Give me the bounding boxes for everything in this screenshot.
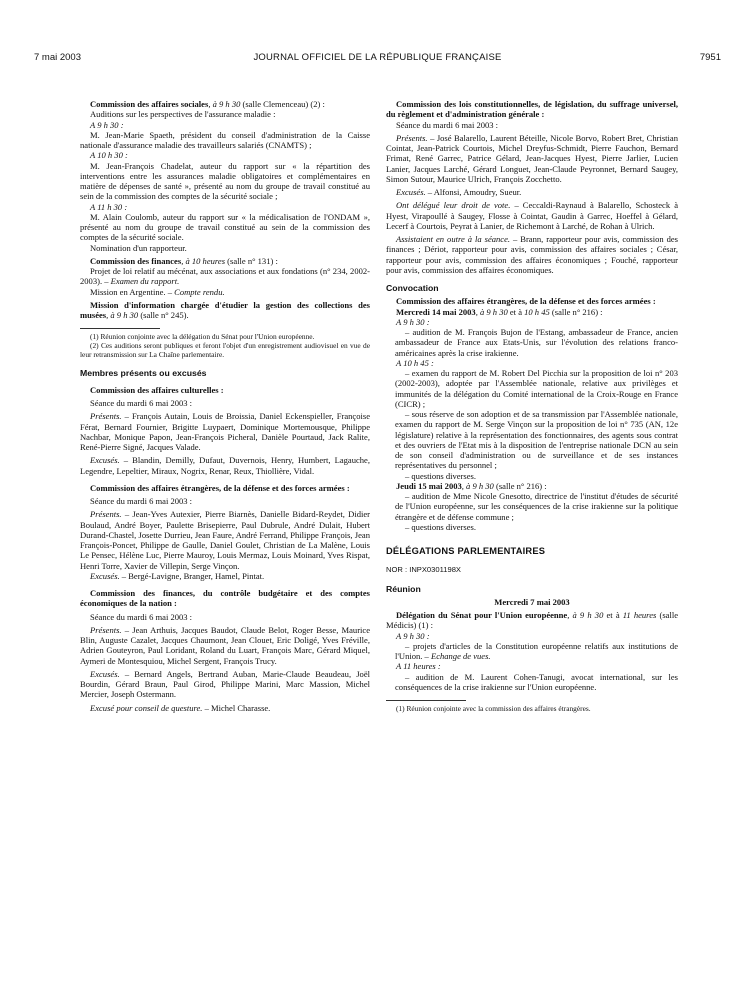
paragraph: M. Alain Coulomb, auteur du rapport sur « la médicalisation de l'ONDAM », présenté au nom du groupe de travail constitué au sein de la commission des comptes de la sécurité sociale.: [80, 211, 370, 243]
time-heading: A 10 h 45 :: [396, 357, 434, 368]
nor-reference: NOR : INPX0301198X: [386, 565, 461, 575]
agenda-item: – questions diverses.: [405, 521, 476, 532]
time-heading: A 11 heures :: [396, 661, 441, 672]
reunion-title: Réunion: [386, 583, 421, 594]
meeting-wednesday: Mercredi 14 mai 2003, à 9 h 30 et à 10 h 45 (salle n° 216) :: [396, 306, 603, 317]
present-list: Présents. – José Balarello, Laurent Béteille, Nicole Borvo, Robert Bret, Christian Cointat, Jean-Patrick Courtois, Michel Dreyfus-Schmidt, Pierre Fauchon, Bernard Frimat, René Garrec, Patrice Gélard, Jean-Jacques Hyest, Pierre Jarlier, Lucien Lanier, Jacques Larché, Gérard Longuet, Jean-Claude Peyronnet, Bernard Saugey, Simon Sutour, Maurice Ulrich, François Zocchetto.: [386, 132, 678, 184]
session-date: Séance du mardi 6 mai 2003 :: [90, 398, 193, 409]
commission-finances-budget: Commission des finances, du contrôle budgétaire et des comptes économiques de la nation :: [80, 588, 370, 609]
agenda-item: – examen du rapport de M. Robert Del Picchia sur la proposition de loi n° 203 (2002-2003), adoptée par l'Assemblée nationale, relative aux privilèges et immunités de la délégation du Comité international de la Croix-Rouge en France (CICR) ;: [395, 368, 678, 409]
paragraph: Mission en Argentine. – Compte rendu.: [90, 286, 225, 297]
present-list: Présents. – Jean-Yves Autexier, Pierre Biarnès, Danielle Bidard-Reydet, Didier Boulaud, André Boyer, Paulette Brisepierre, Paul Dubrule, André Dulait, Hubert Durand-Chastel, Josette Durrieu, Jean Faure, André Ferrand, Philippe François, Jean François-Poncet, Philippe de Gaulle, Daniel Goulet, Christian de La Malène, Louis Le Pensec, Hélène Luc, Pierre Mauroy, Louis Mermaz, Louis Moinard, Yves Rispat, Henri Torre, Xavier de Villepin, Serge Vinçon.: [80, 509, 370, 571]
delegations-title: DÉLÉGATIONS PARLEMENTAIRES: [386, 546, 546, 556]
agenda-item: – audition de M. François Bujon de l'Estang, ambassadeur de France, ancien ambassadeur de France aux Etats-Unis, sur l'évolution des relations franco-américaines après la crise irakienne.: [395, 327, 678, 358]
paragraph: Nomination d'un rapporteur.: [90, 242, 187, 253]
page-number: 7951: [699, 52, 721, 63]
time-heading: A 11 h 30 :: [90, 201, 128, 212]
session-date: Séance du mardi 6 mai 2003 :: [90, 611, 193, 622]
mission-information: Mission d'information chargée d'étudier la gestion des collections des musées, à 9 h 30 (salle n° 245).: [80, 299, 370, 320]
excused-list: Excusés. – Alfonsi, Amoudry, Sueur.: [396, 187, 522, 197]
header-title: JOURNAL OFFICIEL DE LA RÉPUBLIQUE FRANÇAISE: [253, 52, 502, 63]
commission-affaires-etrangeres-conv: Commission des affaires étrangères, de la défense et des forces armées :: [396, 296, 656, 307]
section-title: Membres présents ou excusés: [80, 367, 207, 378]
attendees: Assistaient en outre à la séance. – Brann, rapporteur pour avis, commission des finances ; Dériot, rapporteur pour avis, commission des affaires sociales ; César, rapporteur pour avis, commission des affaires économiques ; Fouché, rapporteur pour avis, commission des affaires économiques.: [386, 234, 678, 275]
reunion-date: Mercredi 7 mai 2003: [494, 596, 570, 607]
convocation-title: Convocation: [386, 283, 439, 293]
time-heading: A 9 h 30 :: [396, 316, 430, 327]
header-date: 7 mai 2003: [34, 52, 82, 63]
present-list: Présents. – Jean Arthuis, Jacques Baudot, Claude Belot, Roger Besse, Maurice Blin, Auguste Cazalet, Jacques Chaumont, Jean Clouet, Eric Doligé, Yves Fréville, Adrien Gouteyron, Paul Loridant, Roland du Luart, François Marc, Gérard Miquel, Aymeri de Montesquiou, Michel Sergent, François Trucy.: [80, 624, 370, 666]
footnote-rule: [80, 328, 160, 329]
footnote: (1) Réunion conjointe avec la commission des affaires étrangères.: [396, 704, 591, 713]
left-column: [80, 99, 370, 713]
footnote: (1) Réunion conjointe avec la délégation du Sénat pour l'Union européenne.: [90, 332, 315, 342]
paragraph: M. Jean-François Chadelat, auteur du rapport sur « la répartition des interventions entre les assurances maladie obligatoires et complémentaires en matière de dépenses de santé », présenté au nom du groupe de travail constitué au sein de la commission des comptes de la sécurité sociale ;: [80, 160, 370, 202]
agenda-item: – projets d'articles de la Constitution européenne relatifs aux institutions de l'Union. – Echange de vues.: [395, 640, 678, 661]
time-heading: A 9 h 30 :: [396, 630, 430, 641]
delegation-ue: Délégation du Sénat pour l'Union européenne, à 9 h 30 et à 11 heures (salle Médicis) (1) :: [386, 610, 678, 631]
agenda-item: – questions diverses.: [405, 470, 476, 481]
session-date: Séance du mardi 6 mai 2003 :: [90, 496, 193, 507]
agenda-item: – audition de M. Laurent Cohen-Tanugi, avocat international, sur les conséquences de la crise irakienne sur l'Union européenne.: [395, 671, 678, 692]
commission-affaires-culturelles: Commission des affaires culturelles :: [90, 384, 224, 395]
commission-affaires-sociales: Commission des affaires sociales, à 9 h 30 (salle Clemenceau) (2) :: [90, 99, 325, 109]
meeting-thursday: Jeudi 15 mai 2003, à 9 h 30 (salle n° 216) :: [396, 480, 547, 491]
present-list: Présents. – François Autain, Louis de Broissia, Daniel Eckenspieller, Françoise Férat, Bernard Fournier, Brigitte Luypaert, Dominique Mortemousque, Philippe Nachbar, Monique Papon, Jean-François Picheral, Danièle Pourtaud, Jack Ralite, René-Pierre Signé, Jacques Valade.: [80, 411, 370, 453]
excused-list: Excusés. – Bernard Angels, Bertrand Auban, Marie-Claude Beaudeau, Joël Bourdin, Gérard Braun, Paul Girod, Philippe Marini, Marc Massion, Michel Mercier, Joseph Ostermann.: [80, 668, 370, 700]
time-heading: A 10 h 30 :: [90, 150, 128, 161]
agenda-item: – audition de Mme Nicole Gnesotto, directrice de l'institut d'études de sécurité de l'Union européenne, sur les conséquences de la crise irakienne sur la politique étrangère et de défense commune ;: [395, 491, 678, 522]
commission-affaires-etrangeres: Commission des affaires étrangères, de la défense et des forces armées :: [90, 482, 350, 493]
footnote: (2) Ces auditions seront publiques et feront l'objet d'un enregistrement audiovisuel en vue de leur retransmission sur La Chaîne parlementaire.: [80, 341, 370, 359]
footnote-rule: [386, 700, 466, 701]
paragraph: M. Jean-Marie Spaeth, président du conseil d'administration de la Caisse nationale d'assurance maladie des travailleurs salariés (CNAMTS) ;: [80, 129, 370, 150]
session-date: Séance du mardi 6 mai 2003 :: [396, 119, 499, 130]
time-heading: A 9 h 30 :: [90, 119, 124, 130]
excused-list: Excusés. – Blandin, Demilly, Dufaut, Duvernois, Henry, Humbert, Lagauche, Legendre, Lepeltier, Miraux, Nogrix, Renar, Reux, Thiollière, Vidal.: [80, 455, 370, 476]
right-column: [386, 99, 678, 714]
excused-list: Excusés. – Bergé-Lavigne, Branger, Hamel, Pintat.: [90, 570, 265, 581]
commission-finances: Commission des finances, à 10 heures (salle n° 131) :: [90, 255, 278, 266]
delegated-votes: Ont délégué leur droit de vote. – Ceccaldi-Raynaud à Balarello, Schosteck à Hyest, Virapoullé à Saugey, Flosse à Cointat, Gaudin à Garrec, Hoeffel à Gélard, Lecerf à Courtois, Peyrat à Lanier, de Richemont à Larché, de Rohan à Ulrich.: [386, 200, 678, 231]
topic: Auditions sur les perspectives de l'assurance maladie :: [90, 109, 276, 120]
excused-questure: Excusé pour conseil de questure. – Michel Charasse.: [90, 702, 271, 713]
commission-lois: Commission des lois constitutionnelles, de législation, du suffrage universel, du règlement et d'administration générale :: [386, 99, 678, 120]
paragraph: Projet de loi relatif au mécénat, aux associations et aux fondations (n° 234, 2002-2003). – Examen du rapport.: [80, 266, 370, 287]
agenda-item: – sous réserve de son adoption et de sa transmission par l'Assemblée nationale, examen du rapport de M. Serge Vinçon sur la proposition de loi n° 735 (AN, 12e législature) relative à la représentation des fonctionnaires, des agents sous contrat et des ouvriers de l'Etat mis à la disposition de l'entreprise nationale DCN au sein de son conseil d'administration ou de surveillance et de ses instances représentatives du personnel ;: [395, 409, 678, 471]
